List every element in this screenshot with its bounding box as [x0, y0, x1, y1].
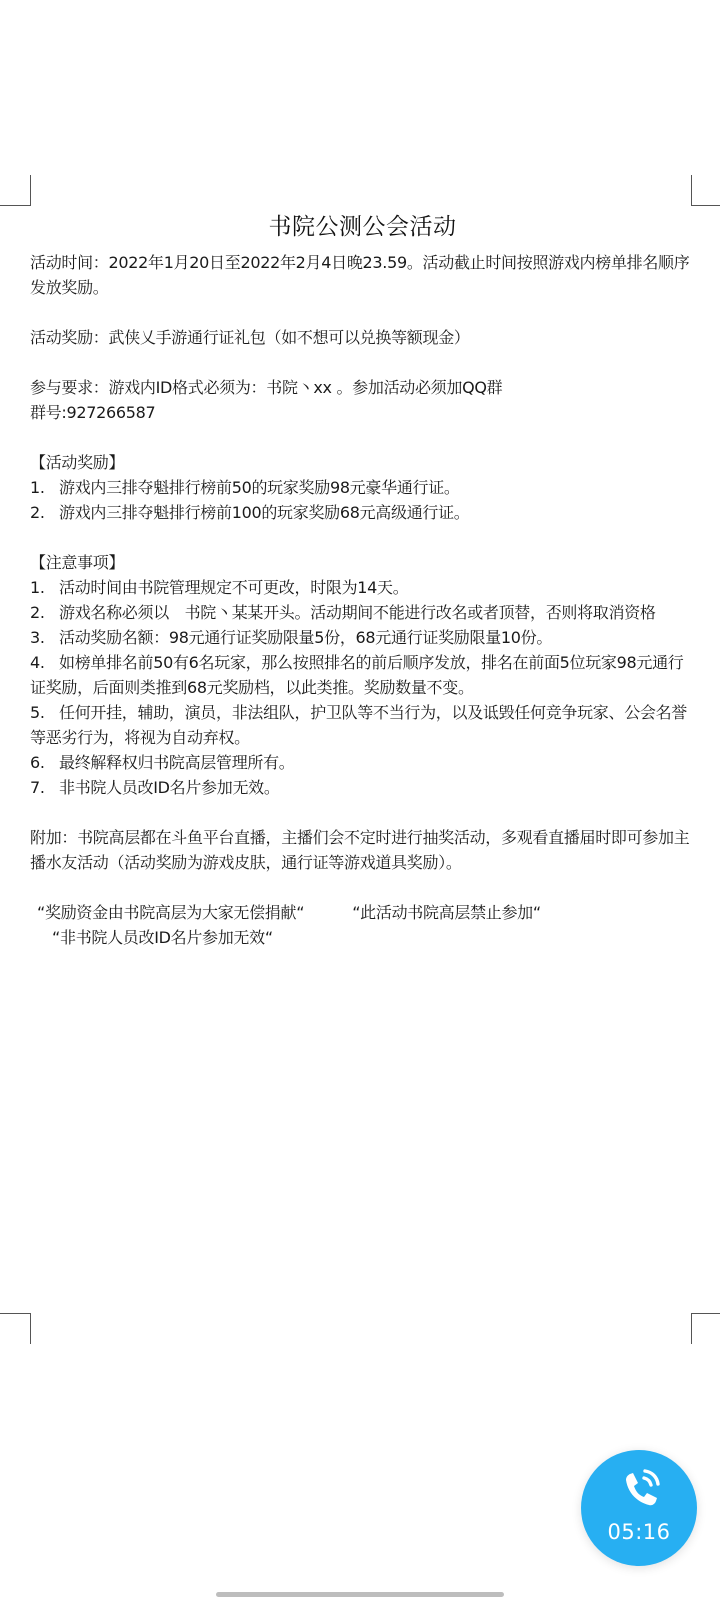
addendum: 附加：书院高层都在斗鱼平台直播，主播们会不定时进行抽奖活动，多观看直播届时即可参加主播水友活动（活动奖励为游戏皮肤，通行证等游戏道具奖励）。: [30, 828, 690, 872]
call-timer: 05:16: [607, 1520, 671, 1544]
list-text: 游戏内三排夺魁排行榜前50的玩家奖励98元豪华通行证。: [59, 478, 460, 497]
list-item: [30, 500, 695, 525]
crop-mark-top-left: [0, 175, 31, 206]
list-text: 如榜单排名前50有6名玩家，那么按照排名的前后顺序发放，排名在前面5位玩家98元通行证奖励，后面则类推到68元奖励档，以此类推。奖励数量不变。: [30, 653, 684, 697]
quote-non-member-invalid: “非书院人员改ID名片参加无效“: [52, 928, 273, 947]
list-text: 活动时间由书院管理规定不可更改，时限为14天。: [59, 578, 409, 597]
activity-reward: 活动奖励：武侠乂手游通行证礼包（如不想可以兑换等额现金）: [30, 328, 470, 347]
list-number: 6.: [30, 753, 45, 772]
crop-mark-bottom-right: [691, 1313, 720, 1344]
quote-leaders-excluded: “此活动书院高层禁止参加“: [352, 903, 541, 922]
crop-mark-bottom-left: [0, 1313, 31, 1344]
list-number: 7.: [30, 778, 45, 797]
list-item: [30, 650, 695, 700]
quote-funding: “奖励资金由书院高层为大家无偿捐献“: [37, 903, 305, 922]
list-text: 任何开挂，辅助，演员，非法组队，护卫队等不当行为，以及诋毁任何竞争玩家、公会名誉等恶劣行为，将视为自动弃权。: [30, 703, 688, 747]
phone-icon: [615, 1464, 665, 1514]
participation-requirement: 参与要求：游戏内ID格式必须为：书院丶xx 。参加活动必须加QQ群: [30, 378, 503, 397]
list-number: 4.: [30, 653, 45, 672]
rewards-heading: 【活动奖励】: [30, 453, 125, 472]
activity-time: 活动时间：2022年1月20日至2022年2月4日晚23.59。活动截止时间按照游戏内榜单排名顺序发放奖励。: [30, 253, 690, 297]
list-item: [30, 475, 695, 500]
list-item: [30, 600, 695, 625]
list-text: 活动奖励名额：98元通行证奖励限量5份，68元通行证奖励限量10份。: [59, 628, 553, 647]
list-text: 游戏内三排夺魁排行榜前100的玩家奖励68元高级通行证。: [59, 503, 470, 522]
list-number: 2.: [30, 603, 45, 622]
crop-mark-top-right: [691, 175, 720, 206]
home-indicator[interactable]: [216, 1592, 504, 1597]
list-item: [30, 575, 695, 600]
list-item: [30, 700, 695, 750]
page-title: 书院公测公会活动: [268, 214, 457, 240]
list-item: [30, 625, 695, 650]
list-number: 5.: [30, 703, 45, 722]
list-item: [30, 750, 695, 775]
list-text: 最终解释权归书院高层管理所有。: [59, 753, 295, 772]
list-number: 1.: [30, 478, 45, 497]
list-number: 3.: [30, 628, 45, 647]
notes-heading: 【注意事项】: [30, 553, 125, 572]
qq-group-number: 群号:927266587: [30, 403, 156, 422]
list-number: 1.: [30, 578, 45, 597]
document-body: [30, 210, 695, 950]
list-item: [30, 775, 695, 800]
list-text: 游戏名称必须以 书院丶某某开头。活动期间不能进行改名或者顶替，否则将取消资格: [59, 603, 656, 622]
quote-line: [30, 900, 695, 950]
list-number: 2.: [30, 503, 45, 522]
list-text: 非书院人员改ID名片参加无效。: [59, 778, 280, 797]
floating-call-button[interactable]: [581, 1450, 697, 1566]
